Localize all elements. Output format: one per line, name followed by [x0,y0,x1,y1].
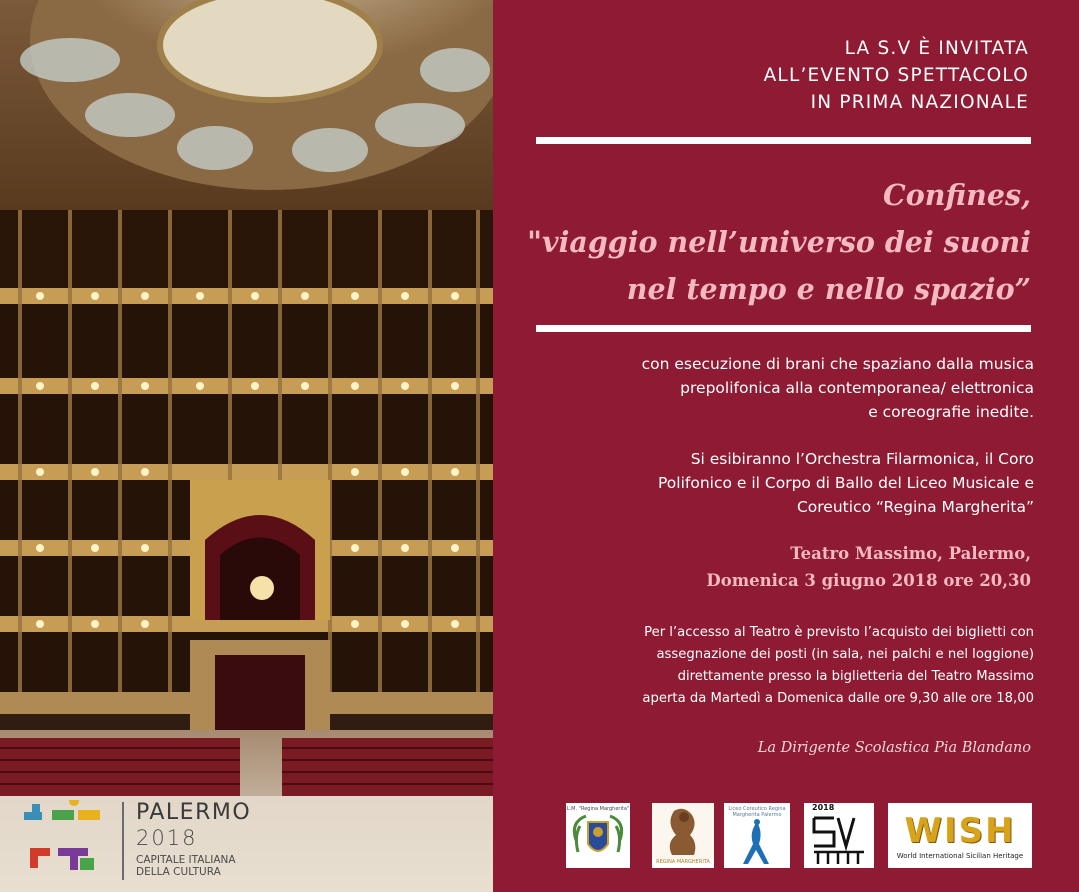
statue-logo [652,803,714,868]
svs-2018-logo [804,803,874,868]
signature: La Dirigente Scolastica Pia Blandano [757,740,1031,756]
description-line-1: con esecuzione di brani che spaziano dalla musica [641,355,1034,373]
badge-city: PALERMO [136,800,252,825]
event-title [527,172,1031,313]
logo-caption-2: REGINA MARGHERITA [656,859,710,865]
invitation-line-3: IN PRIMA NAZIONALE [810,92,1029,113]
wish-logo [888,803,1032,868]
badge-year: 2018 [136,826,198,850]
logo-caption-4: 2018 [812,803,835,812]
statue-icon [652,803,714,859]
logo-caption-5: World International Sicilian Heritage [896,852,1024,860]
invitation-line-1: LA S.V È INVITATA [844,38,1029,59]
description-line-2: prepolifonica alla contemporanea/ elettronica [680,379,1034,397]
ticket-line-3: direttamente presso la biglietteria del Teatro Massimo [677,669,1034,684]
wish-title: WISH [904,811,1016,851]
dancer-logo [724,803,790,868]
palermo-2018-badge [8,792,493,892]
svs-icon [804,814,874,868]
ticket-line-4: aperta da Martedì a Domenica dalle ore 9,30 alle ore 18,00 [642,691,1034,706]
performers-text [658,447,1034,519]
date-line: Domenica 3 giugno 2018 ore 20,30 [706,571,1031,590]
title-line-1: Confines, [883,178,1031,212]
title-line-3: nel tempo e nello spazio” [626,272,1031,306]
performers-line-2: Polifonico e il Corpo di Ballo del Liceo Musicale e [658,474,1034,492]
description-line-3: e coreografie inedite. [868,403,1034,421]
invitation-line-2: ALL’EVENTO SPETTACOLO [763,65,1029,86]
theatre-photo [0,0,493,892]
bottom-divider [536,325,1031,332]
performers-line-3: Coreutico “Regina Margherita” [796,498,1034,516]
performers-line-1: Si esibiranno l’Orchestra Filarmonica, il Coro [690,450,1034,468]
ticket-line-2: assegnazione dei posti (in sala, nei palchi e nel loggione) [656,647,1034,662]
invitation-heading [764,35,1029,116]
badge-divider [122,802,124,880]
dancer-icon [724,818,790,868]
text-panel [493,0,1079,892]
ticket-info [642,622,1034,710]
ticket-line-1: Per l’accesso al Teatro è previsto l’acquisto dei biglietti con [644,625,1034,640]
logo-caption-1: L.M. "Regina Margherita" [566,806,630,812]
palermo-logo-icon [18,800,118,890]
title-line-2: "viaggio nell’universo dei suoni [527,225,1031,259]
badge-subtitle: CAPITALE ITALIANA DELLA CULTURA [136,854,236,878]
logo-caption-3: Liceo Coreutico Regina Margherita Palermo [728,806,786,818]
liceo-crest-logo [566,803,630,868]
venue-datetime [706,540,1031,594]
top-divider [536,137,1031,144]
event-description [642,352,1034,424]
theatre-interior-image [0,0,493,892]
venue-line: Teatro Massimo, Palermo, [790,544,1031,563]
crest-icon [566,812,630,868]
